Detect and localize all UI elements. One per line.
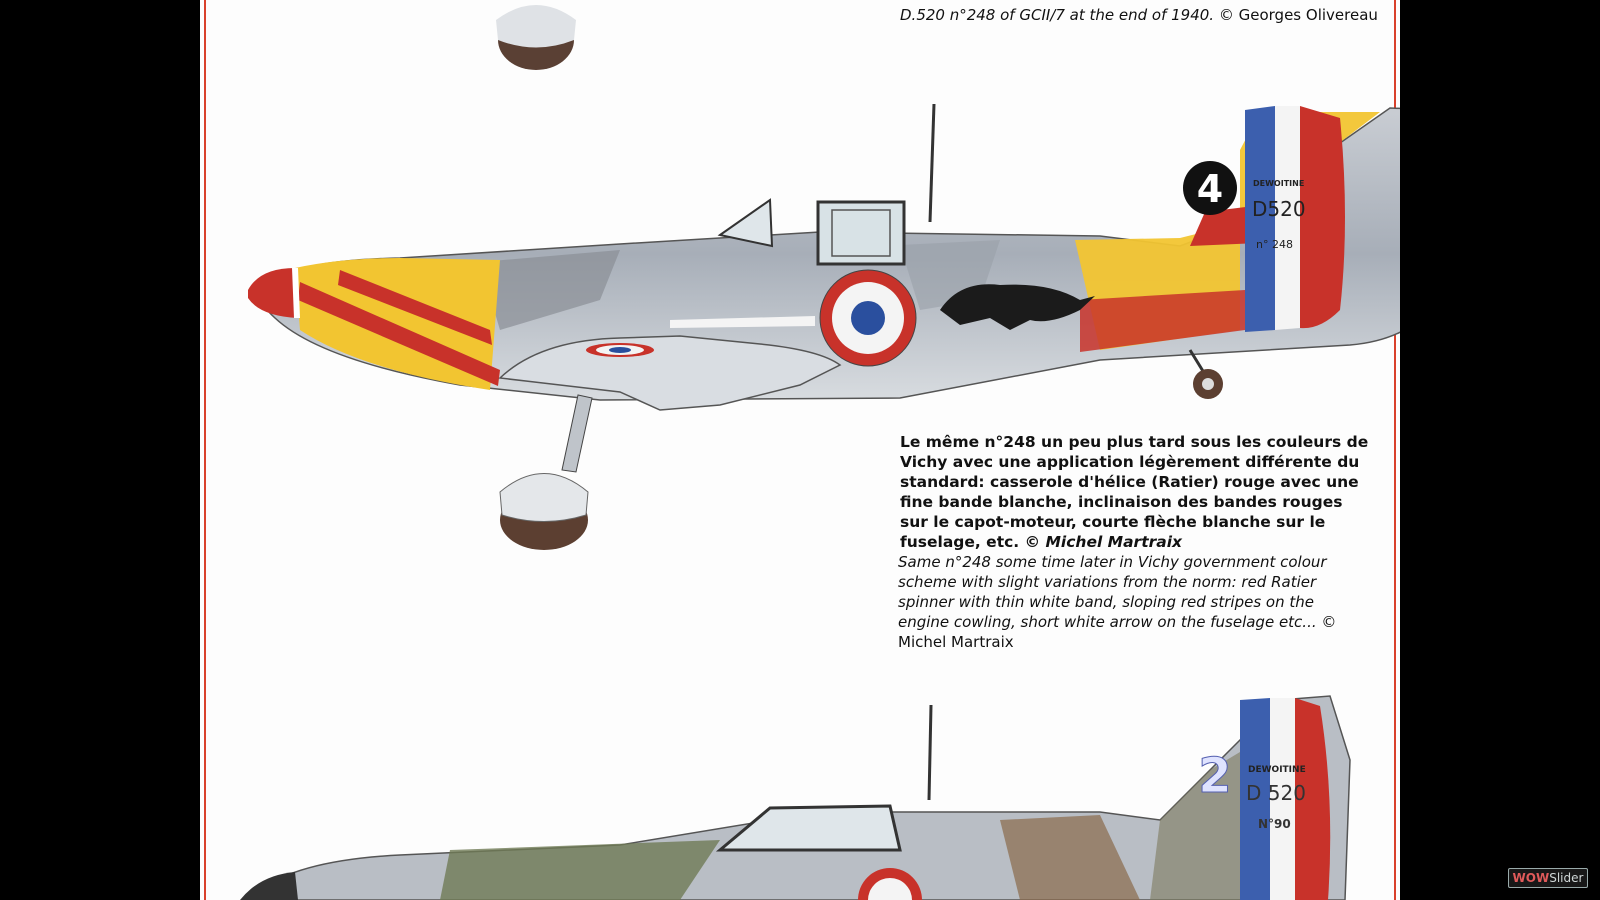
slider-brand-b: Slider xyxy=(1549,871,1584,885)
slider-brand-a: WOW xyxy=(1512,871,1550,885)
top-caption xyxy=(900,6,1378,24)
french-caption xyxy=(900,432,1370,552)
type-label: D520 xyxy=(1252,197,1306,221)
slider-watermark[interactable] xyxy=(1508,868,1588,888)
top-caption-text: D.520 n°248 of GCII/7 at the end of 1940. xyxy=(900,6,1215,24)
maker-label: DEWOITINE xyxy=(1253,179,1305,188)
english-caption-credit: © Michel Martraix xyxy=(898,613,1337,651)
english-caption xyxy=(898,552,1368,652)
tail-number: 4 xyxy=(1196,167,1224,211)
tail-number-bottom: 2 xyxy=(1198,748,1232,804)
type-label-bottom: D 520 xyxy=(1246,781,1306,805)
top-wheel-partial xyxy=(496,5,576,70)
serial-label: n° 248 xyxy=(1256,238,1293,251)
magazine-page xyxy=(200,0,1400,900)
top-caption-credit: © Georges Olivereau xyxy=(1218,6,1378,24)
french-caption-credit: © Michel Martraix xyxy=(1024,533,1183,551)
maker-label-bottom: DEWOITINE xyxy=(1248,765,1306,775)
serial-label-bottom: N°90 xyxy=(1258,817,1291,831)
aircraft-d520-90 xyxy=(240,696,1350,900)
english-caption-text: Same n°248 some time later in Vichy government colour scheme with slight variations from the norm: red Ratier spinner with thin white band, sloping red stripes on the engine cowling, short white arrow on the fuselage etc... xyxy=(898,553,1327,631)
french-caption-text: Le même n°248 un peu plus tard sous les couleurs de Vichy avec une application légèrement différente du standard: casserole d'hélice (Ratier) rouge avec une fine bande blanche, inclinaison des bandes rouges sur le capot-moteur, courte flèche blanche sur le fuselage, etc. xyxy=(900,433,1369,551)
